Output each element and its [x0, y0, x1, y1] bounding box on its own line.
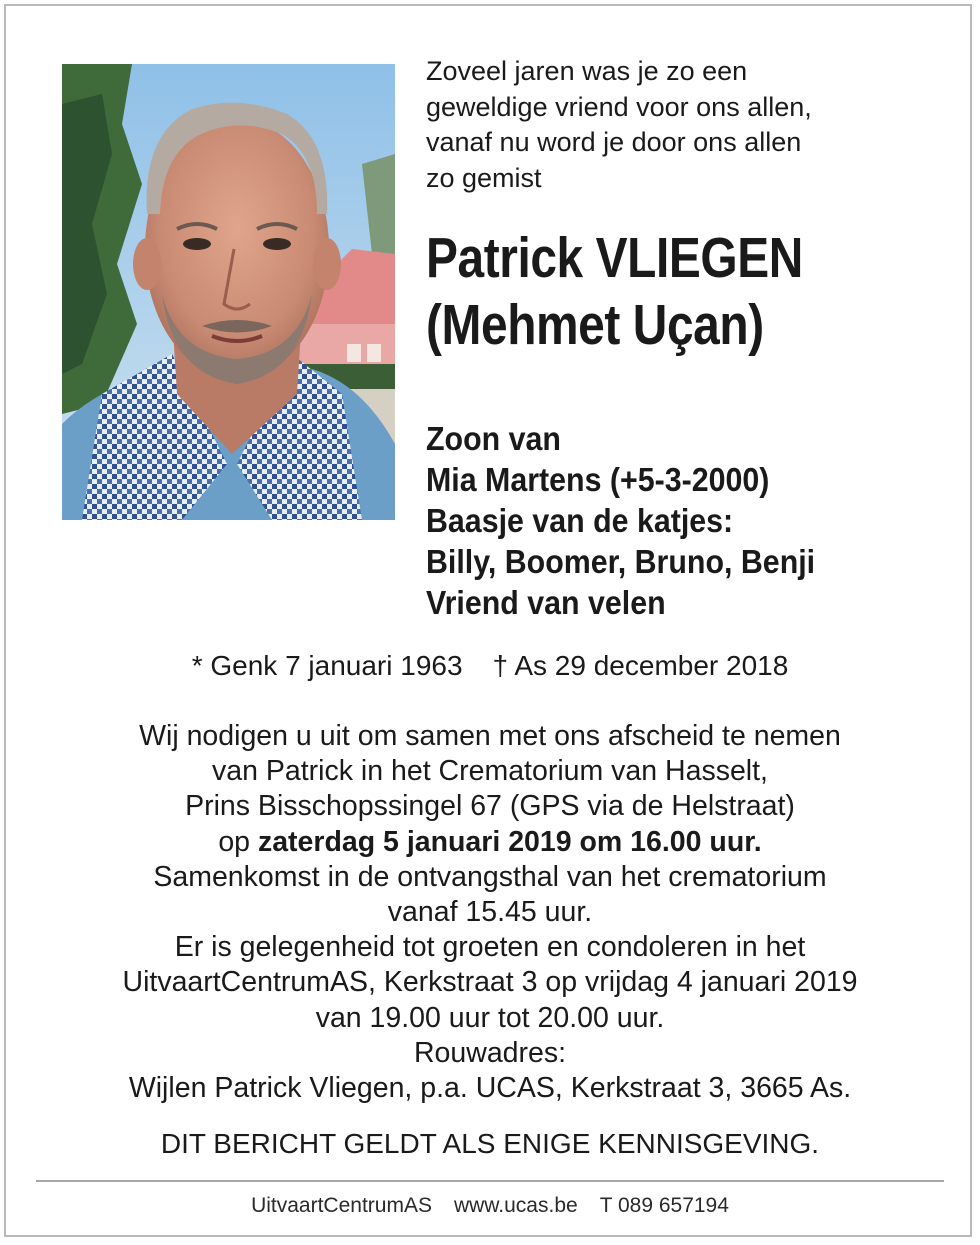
invitation-line: Prins Bisschopssingel 67 (GPS via de Helstraat)	[185, 790, 795, 823]
poem-line: vanaf nu word je door ons allen	[426, 127, 802, 157]
relation-line: Billy, Boomer, Bruno, Benji	[426, 543, 816, 580]
portrait-photo	[62, 64, 395, 520]
footer-website: www.ucas.be	[453, 1194, 578, 1217]
deceased-name-block	[426, 225, 871, 359]
relation-line: Baasje van de katjes:	[426, 502, 734, 539]
relation-line: Mia Martens (+5-3-2000)	[426, 461, 770, 498]
mourning-address: Wijlen Patrick Vliegen, p.a. UCAS, Kerkstraat 3, 3665 As.	[128, 1072, 852, 1105]
memorial-poem	[426, 54, 946, 196]
funeral-invitation	[0, 719, 980, 1106]
ceremony-date: zaterdag 5 januari 2019 om 16.00 uur.	[257, 825, 762, 858]
footer-company: UitvaartCentrumAS	[251, 1194, 432, 1217]
invitation-line: Er is gelegenheid tot groeten en condoleren in het	[174, 931, 806, 964]
notice-statement: DIT BERICHT GELDT ALS ENIGE KENNISGEVING.	[160, 1128, 820, 1159]
invitation-line: UitvaartCentrumAS, Kerkstraat 3 op vrijdag 4 januari 2019	[122, 966, 858, 999]
footer-divider	[36, 1180, 944, 1182]
poem-line: geweldige vriend voor ons allen,	[426, 91, 812, 122]
relation-line: Vriend van velen	[426, 584, 666, 621]
ceremony-date-prefix: op	[218, 825, 251, 858]
invitation-line: van 19.00 uur tot 20.00 uur.	[315, 1001, 665, 1034]
footer-phone: T 089 657194	[599, 1194, 729, 1217]
portrait-image	[62, 64, 395, 520]
poem-line: Zoveel jaren was je zo een	[426, 56, 748, 86]
ceremony-date-line	[0, 825, 980, 860]
invitation-line: Samenkomst in de ontvangsthal van het crematorium	[153, 860, 827, 893]
death-date: † As 29 december 2018	[492, 650, 789, 681]
life-dates	[0, 648, 980, 684]
invitation-line: Rouwadres:	[413, 1036, 567, 1069]
relation-line: Zoon van	[426, 420, 561, 457]
deceased-alias: (Mehmet Uçan)	[426, 293, 764, 357]
deceased-name: Patrick VLIEGEN	[426, 226, 803, 290]
footer	[0, 1192, 980, 1220]
birth-date: * Genk 7 januari 1963	[191, 650, 463, 681]
relations-block	[426, 418, 923, 623]
invitation-line: vanaf 15.45 uur.	[387, 896, 593, 929]
invitation-line: Wij nodigen u uit om samen met ons afscheid te nemen	[139, 720, 841, 752]
poem-line: zo gemist	[426, 162, 542, 193]
invitation-line: van Patrick in het Crematorium van Hasselt,	[212, 755, 768, 788]
